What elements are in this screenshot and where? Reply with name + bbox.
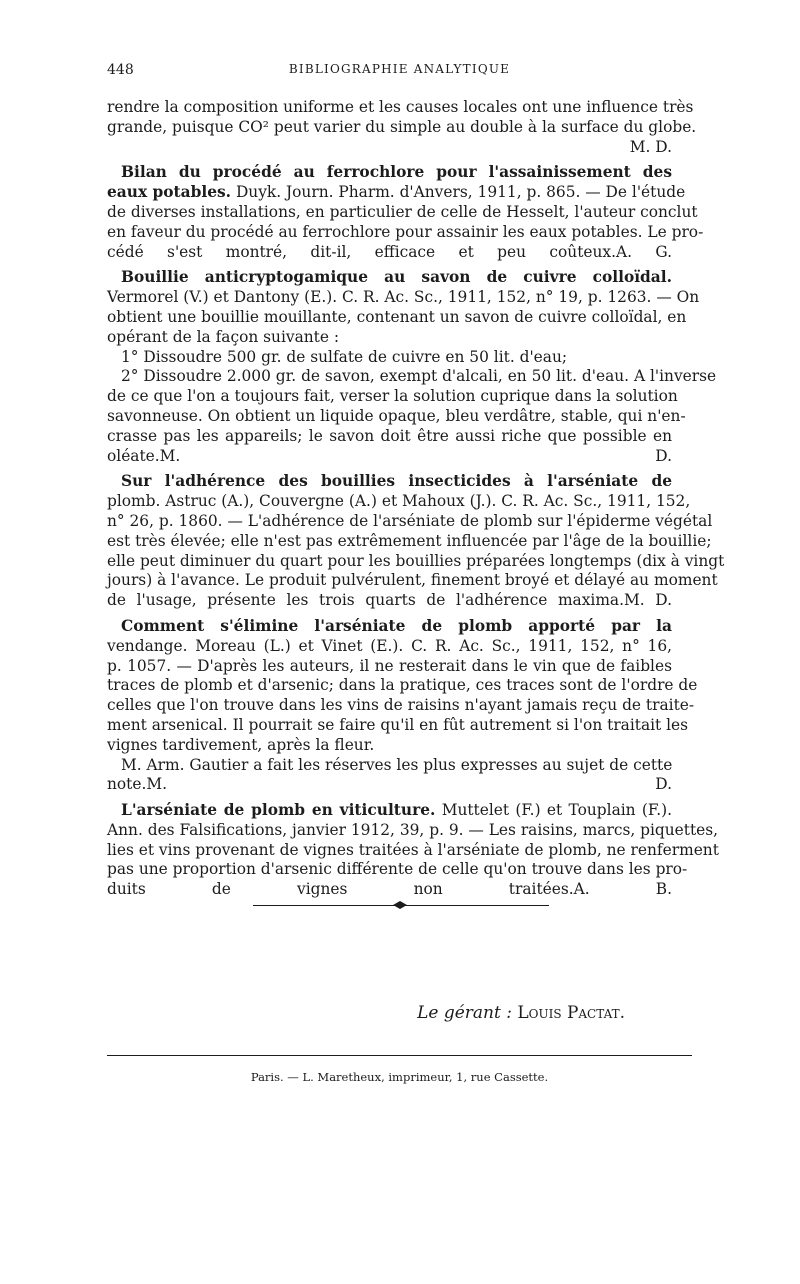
citation: Duyk. Journ. Pharm. d'Anvers, 1911, p. 865. — De l'étude — [235, 183, 686, 202]
entry-title: Bilan du procédé au ferrochlore pour l'assainissement des — [121, 163, 672, 182]
entry-ferrochlore — [107, 163, 704, 262]
text-line: lies et vins provenant de vignes traitées à l'arséniate de plomb, ne renferment — [107, 840, 719, 859]
text-line: de l'usage, présente les trois quarts de l'adhérence maxima. — [107, 591, 624, 610]
text-line: Ann. des Falsifications, janvier 1912, 39, p. 9. — Les raisins, marcs, piquettes, — [107, 820, 719, 839]
author-initials: M. D. — [159, 446, 672, 465]
text-line: grande, puisque CO² peut varier du simple au double à la surface du globe. — [107, 117, 697, 136]
text-line: vignes tardivement, après la fleur. — [107, 735, 375, 754]
text-line: duits de vignes non traitées. — [107, 880, 574, 899]
signature — [417, 1003, 625, 1023]
printer-line: Paris. — L. Maretheux, imprimeur, 1, rue Cassette. — [250, 1070, 549, 1084]
text-line: Vermorel (V.) et Dantony (E.). C. R. Ac. Sc., 1911, 152, n° 19, p. 1263. — On — [107, 288, 700, 307]
text-line: celles que l'on trouve dans les vins de raisins n'ayant jamais reçu de traite- — [107, 696, 695, 715]
author-initials: M. D. — [624, 591, 672, 610]
text-line: plomb. Astruc (A.), Couvergne (A.) et Mahoux (J.). C. R. Ac. Sc., 1911, 152, — [107, 492, 691, 511]
text-line: note. — [107, 775, 147, 794]
text-line: 2° Dissoudre 2.000 gr. de savon, exempt d'alcali, en 50 lit. d'eau. A l'inverse — [121, 367, 717, 386]
author-initials: A. B. — [573, 880, 672, 899]
signature-label: Le gérant : — [417, 1003, 512, 1023]
entry-title: Bouillie anticryptogamique au savon de cuivre colloïdal. — [121, 268, 672, 287]
text-line: p. 1057. — D'après les auteurs, il ne resterait dans le vin que de faibles — [107, 656, 672, 675]
text-line: vendange. Moreau (L.) et Vinet (E.). C. R. Ac. Sc., 1911, 152, n° 16, — [107, 636, 672, 655]
entry-viticulture — [107, 801, 719, 900]
text-line: 1° Dissoudre 500 gr. de sulfate de cuivre en 50 lit. d'eau; — [121, 347, 568, 366]
diamond-ornament-icon — [393, 901, 407, 909]
entry-bouillie — [107, 268, 717, 466]
page-header — [107, 62, 692, 84]
text-line: n° 26, p. 1860. — L'adhérence de l'arséniate de plomb sur l'épiderme végétal — [107, 511, 713, 530]
text-line: pas une proportion d'arsenic différente de celle qu'on trouve dans les pro- — [107, 860, 688, 879]
text-line: en faveur du procédé au ferrochlore pour assainir les eaux potables. Le pro- — [107, 222, 704, 241]
entry-title: L'arséniate de plomb en viticulture. — [121, 801, 436, 820]
text-line: opérant de la façon suivante : — [107, 327, 340, 346]
text-line: obtient une bouillie mouillante, contenant un savon de cuivre colloïdal, en — [107, 307, 687, 326]
section-divider — [253, 905, 549, 907]
text-line: est très élevée; elle n'est pas extrêmement influencée par l'âge de la bouillie; — [107, 531, 712, 550]
text-line: oléate. — [107, 446, 160, 465]
text-line: jours) à l'avance. Le produit pulvérulent, finement broyé et délayé au moment — [107, 571, 718, 590]
page-number: 448 — [107, 62, 134, 78]
text-column — [107, 98, 725, 900]
text-line: rendre la composition uniforme et les causes locales ont une influence très — [107, 98, 694, 116]
text-line: cédé s'est montré, dit-il, efficace et peu coûteux. — [107, 242, 616, 261]
running-title: BIBLIOGRAPHIE ANALYTIQUE — [288, 62, 511, 76]
text-line: crasse pas les appareils; le savon doit être aussi riche que possible en — [107, 426, 672, 445]
entry-adherence — [107, 472, 725, 611]
entry-title: Sur l'adhérence des bouillies insecticides à l'arséniate de — [121, 472, 672, 491]
entry-authors: Muttelet (F.) et Touplain (F.). — [441, 801, 672, 820]
entry-elimination — [107, 616, 698, 795]
entry-title: eaux potables. — [107, 183, 232, 202]
text-line: traces de plomb et d'arsenic; dans la pratique, ces traces sont de l'ordre de — [107, 676, 698, 695]
text-line: ment arsenical. Il pourrait se faire qu'il en fût autrement si l'on traitait les — [107, 715, 689, 734]
footer-rule — [107, 1055, 692, 1056]
text-line: savonneuse. On obtient un liquide opaque, bleu verdâtre, stable, qui n'en- — [107, 406, 686, 425]
continuation-paragraph — [107, 98, 697, 157]
signature-name: Louis Pactat. — [517, 1003, 625, 1023]
author-initials: M. D. — [629, 137, 672, 156]
text-line: M. Arm. Gautier a fait les réserves les plus expresses au sujet de cette — [121, 755, 673, 774]
text-line: elle peut diminuer du quart pour les bouillies préparées longtemps (dix à vingt — [107, 551, 725, 570]
entry-title: Comment s'élimine l'arséniate de plomb apporté par la — [121, 616, 672, 635]
text-line: de diverses installations, en particulier de celle de Hesselt, l'auteur conclut — [107, 202, 698, 221]
text-line: de ce que l'on a toujours fait, verser la solution cuprique dans la solution — [107, 387, 678, 406]
author-initials: M. D. — [146, 775, 672, 794]
author-initials: A. G. — [615, 242, 672, 261]
